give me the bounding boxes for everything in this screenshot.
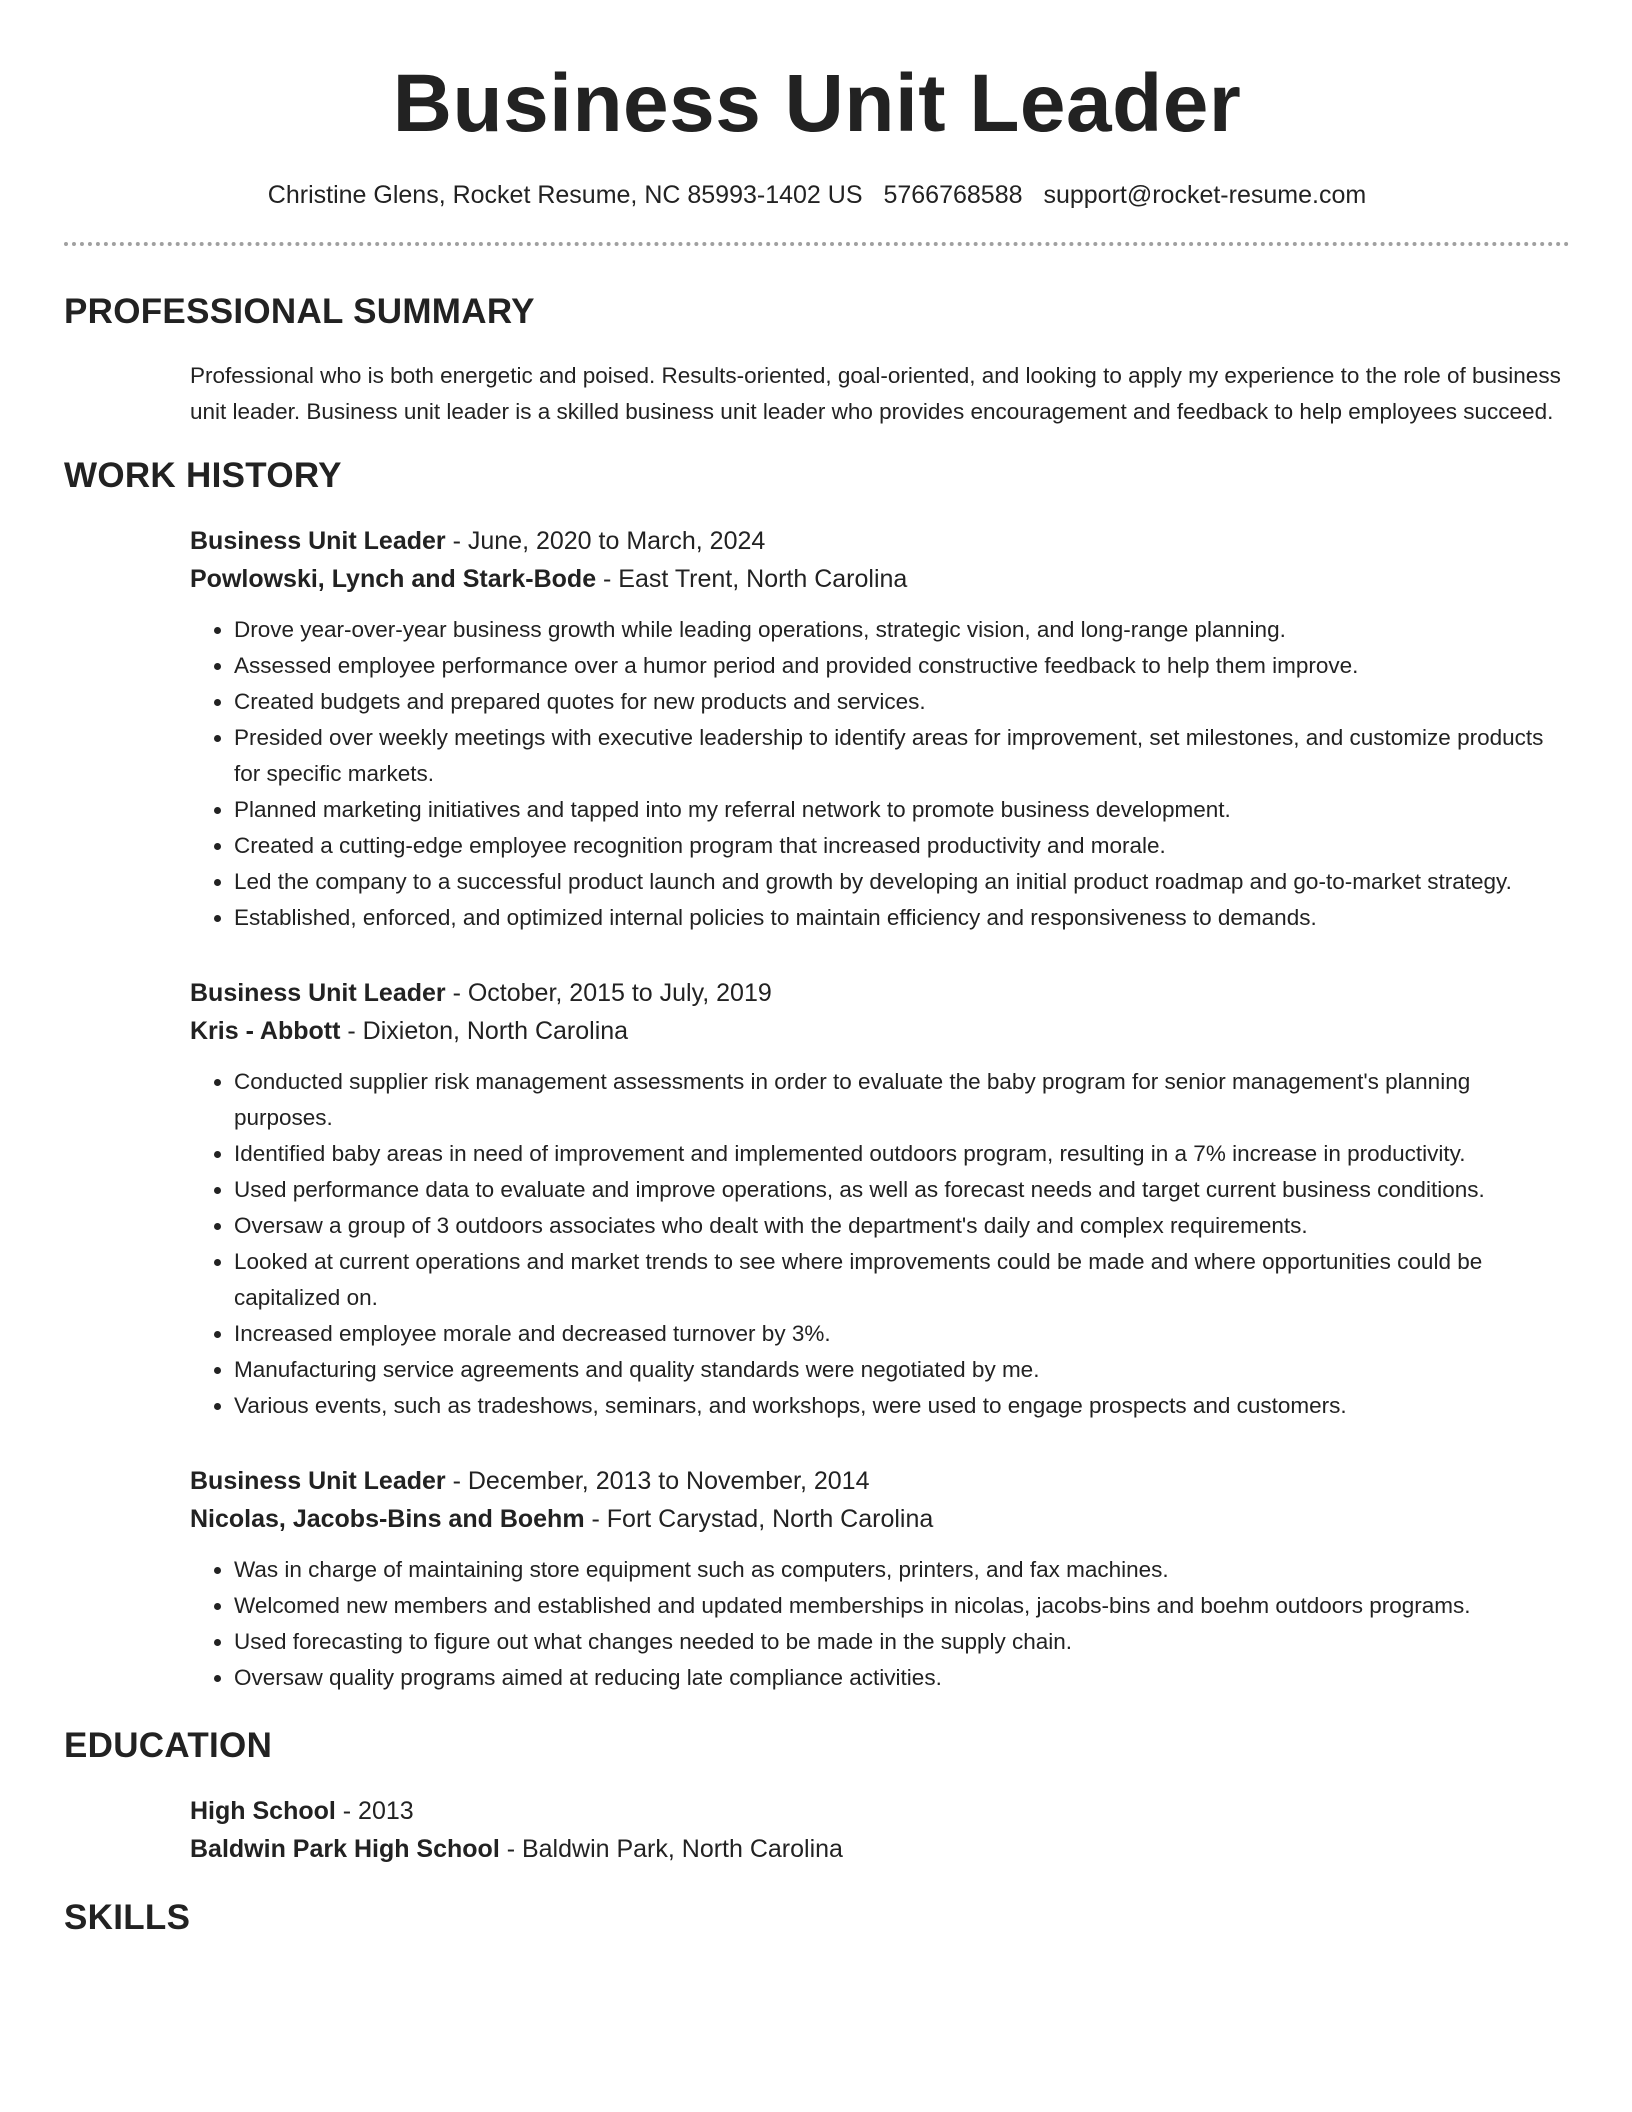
job-bullet: • Conducted supplier risk management assessments in order to evaluate the baby program for senior management's planning purposes. — [234, 1064, 1570, 1136]
resume-page — [64, 0, 1570, 1940]
job-bullet: • Welcomed new members and established and updated memberships in nicolas, jacobs-bins and boehm outdoors programs. — [234, 1588, 1570, 1624]
job-entry — [190, 522, 1570, 936]
section-heading-education: EDUCATION — [64, 1726, 273, 1765]
job-bullet: • Created a cutting-edge employee recognition program that increased productivity and morale. — [234, 828, 1570, 864]
job-location: - Fort Carystad, North Carolina — [584, 1505, 934, 1533]
job-location: - Dixieton, North Carolina — [340, 1017, 629, 1045]
contact-address: Christine Glens, Rocket Resume, NC 85993-1402 US — [267, 181, 863, 209]
education-school-line — [190, 1830, 1570, 1868]
job-title: Business Unit Leader — [190, 527, 446, 555]
job-bullets — [190, 1552, 1570, 1696]
job-title: Business Unit Leader — [190, 979, 446, 1007]
job-location: - East Trent, North Carolina — [596, 565, 908, 593]
job-bullet: • Was in charge of maintaining store equipment such as computers, printers, and fax machines. — [234, 1552, 1570, 1588]
job-title: Business Unit Leader — [190, 1467, 446, 1495]
header-divider — [64, 242, 1570, 246]
job-title-line — [190, 974, 1570, 1012]
contact-line — [64, 178, 1570, 212]
job-bullet: • Drove year-over-year business growth while leading operations, strategic vision, and long-range planning. — [234, 612, 1570, 648]
job-dates: - December, 2013 to November, 2014 — [445, 1467, 870, 1495]
education-school: Baldwin Park High School — [190, 1835, 500, 1863]
education-entry — [190, 1792, 1570, 1868]
job-entry — [190, 1462, 1570, 1696]
job-bullet: • Assessed employee performance over a humor period and provided constructive feedback to help them improve. — [234, 648, 1570, 684]
job-bullet: • Oversaw quality programs aimed at reducing late compliance activities. — [234, 1660, 1570, 1696]
job-bullet: • Looked at current operations and market trends to see where improvements could be made and where opportunities could be capitalized on. — [234, 1244, 1570, 1316]
job-title-line — [190, 522, 1570, 560]
job-bullet: • Established, enforced, and optimized internal policies to maintain efficiency and responsiveness to demands. — [234, 900, 1570, 936]
summary-text: Professional who is both energetic and poised. Results-oriented, goal-oriented, and looking to apply my experience to the role of business unit leader. Business unit leader is a skilled business unit leader who provides encouragement and feedback to help employees succeed. — [190, 363, 1561, 424]
contact-phone: 5766768588 — [883, 181, 1023, 209]
education-degree-line — [190, 1792, 1570, 1830]
section-heading-work-history: WORK HISTORY — [64, 456, 342, 495]
job-bullet: • Manufacturing service agreements and quality standards were negotiated by me. — [234, 1352, 1570, 1388]
job-bullet: • Led the company to a successful product launch and growth by developing an initial product roadmap and go-to-market strategy. — [234, 864, 1570, 900]
job-bullets — [190, 612, 1570, 936]
job-company: Nicolas, Jacobs-Bins and Boehm — [190, 1505, 585, 1533]
job-dates: - October, 2015 to July, 2019 — [445, 979, 772, 1007]
job-company: Powlowski, Lynch and Stark-Bode — [190, 565, 597, 593]
education-location: - Baldwin Park, North Carolina — [499, 1835, 843, 1863]
job-company: Kris - Abbott — [190, 1017, 341, 1045]
education-year: - 2013 — [335, 1797, 414, 1825]
job-bullets — [190, 1064, 1570, 1424]
job-bullet: • Various events, such as tradeshows, seminars, and workshops, were used to engage prospects and customers. — [234, 1388, 1570, 1424]
job-bullet: • Used performance data to evaluate and improve operations, as well as forecast needs and target current business conditions. — [234, 1172, 1570, 1208]
job-entry — [190, 974, 1570, 1424]
resume-title: Business Unit Leader — [392, 58, 1242, 149]
job-bullet: • Presided over weekly meetings with executive leadership to identify areas for improvement, set milestones, and customize products for specific markets. — [234, 720, 1570, 792]
section-heading-summary: PROFESSIONAL SUMMARY — [64, 292, 535, 331]
job-bullet: • Oversaw a group of 3 outdoors associates who dealt with the department's daily and complex requirements. — [234, 1208, 1570, 1244]
contact-email: support@rocket-resume.com — [1043, 181, 1367, 209]
job-bullet: • Increased employee morale and decreased turnover by 3%. — [234, 1316, 1570, 1352]
job-title-line — [190, 1462, 1570, 1500]
job-company-line — [190, 560, 1570, 598]
job-bullet: • Identified baby areas in need of improvement and implemented outdoors program, resulting in a 7% increase in productivity. — [234, 1136, 1570, 1172]
job-bullet: • Used forecasting to figure out what changes needed to be made in the supply chain. — [234, 1624, 1570, 1660]
job-bullet: • Created budgets and prepared quotes for new products and services. — [234, 684, 1570, 720]
section-heading-skills: SKILLS — [64, 1898, 191, 1937]
job-bullet: • Planned marketing initiatives and tapped into my referral network to promote business development. — [234, 792, 1570, 828]
job-company-line — [190, 1012, 1570, 1050]
job-company-line — [190, 1500, 1570, 1538]
job-dates: - June, 2020 to March, 2024 — [445, 527, 766, 555]
education-degree: High School — [190, 1797, 336, 1825]
